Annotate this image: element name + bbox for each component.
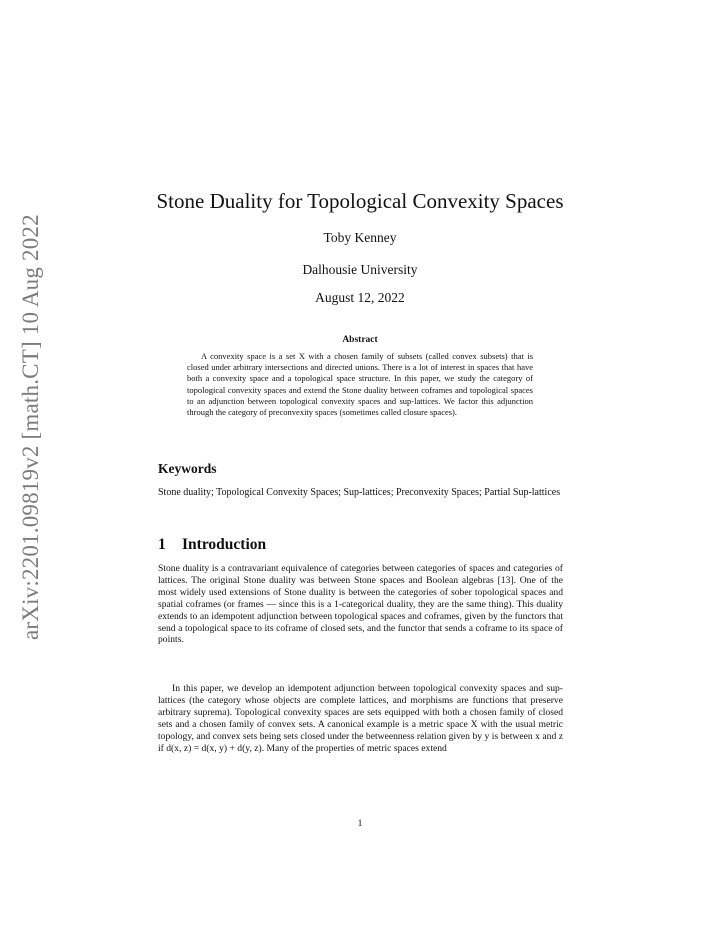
keywords-heading: Keywords <box>158 461 217 476</box>
arxiv-identifier-stamp: arXiv:2201.09819v2 [math.CT] 10 Aug 2022 <box>18 214 43 640</box>
introduction-paragraph-2: In this paper, we develop an idempotent adjunction between topological convexity spaces and sup-lattices (the category whose objects are complete lattices, and morphisms are functions that preserve arbitrary suprema). Topological convexity spaces are sets equipped with both a chosen family of closed sets and a chosen family of convex sets. A canonical example is a metric space X with the usual metric topology, and convex sets being sets closed under the betweenness relation given by y is between x and z if d(x, z) = d(x, y) + d(y, z). Many of the properties of metric spaces extend <box>158 683 563 754</box>
page-number: 1 <box>357 819 363 829</box>
section-heading-introduction <box>158 535 266 555</box>
abstract-heading: Abstract <box>342 335 378 345</box>
author-affiliation: Dalhousie University <box>302 262 418 277</box>
section-number: 1 <box>158 536 166 553</box>
paper-date: August 12, 2022 <box>315 290 405 305</box>
paper-title: Stone Duality for Topological Convexity Spaces <box>156 189 564 213</box>
abstract-body: A convexity space is a set X with a chosen family of subsets (called convex subsets) that is closed under arbitrary intersections and directed unions. There is a lot of interest in spaces that have both a convexity space and a topological space structure. In this paper, we study the category of topological convexity spaces and extend the Stone duality between coframes and topological spaces to an adjunction between topological convexity spaces and sup-lattices. We factor this adjunction through the category of preconvexity spaces (sometimes called closure spaces). <box>187 351 533 418</box>
author-name: Toby Kenney <box>323 230 397 245</box>
keywords-body: Stone duality; Topological Convexity Spaces; Sup-lattices; Preconvexity Spaces; Partial Sup-lattices <box>158 487 561 498</box>
section-title: Introduction <box>182 536 267 553</box>
introduction-paragraph-1: Stone duality is a contravariant equivalence of categories between categories of spaces and categories of lattices. The original Stone duality was between Stone spaces and Boolean algebras [13]. One of the most widely used extensions of Stone duality is between the categories of sober topological spaces and spatial coframes (or frames — since this is a 1-categorical duality, they are the same thing). This duality extends to an idempotent adjunction between topological spaces and coframes, given by the functors that send a topological space to its coframe of closed sets, and the functor that sends a coframe to its space of points. <box>158 563 563 646</box>
